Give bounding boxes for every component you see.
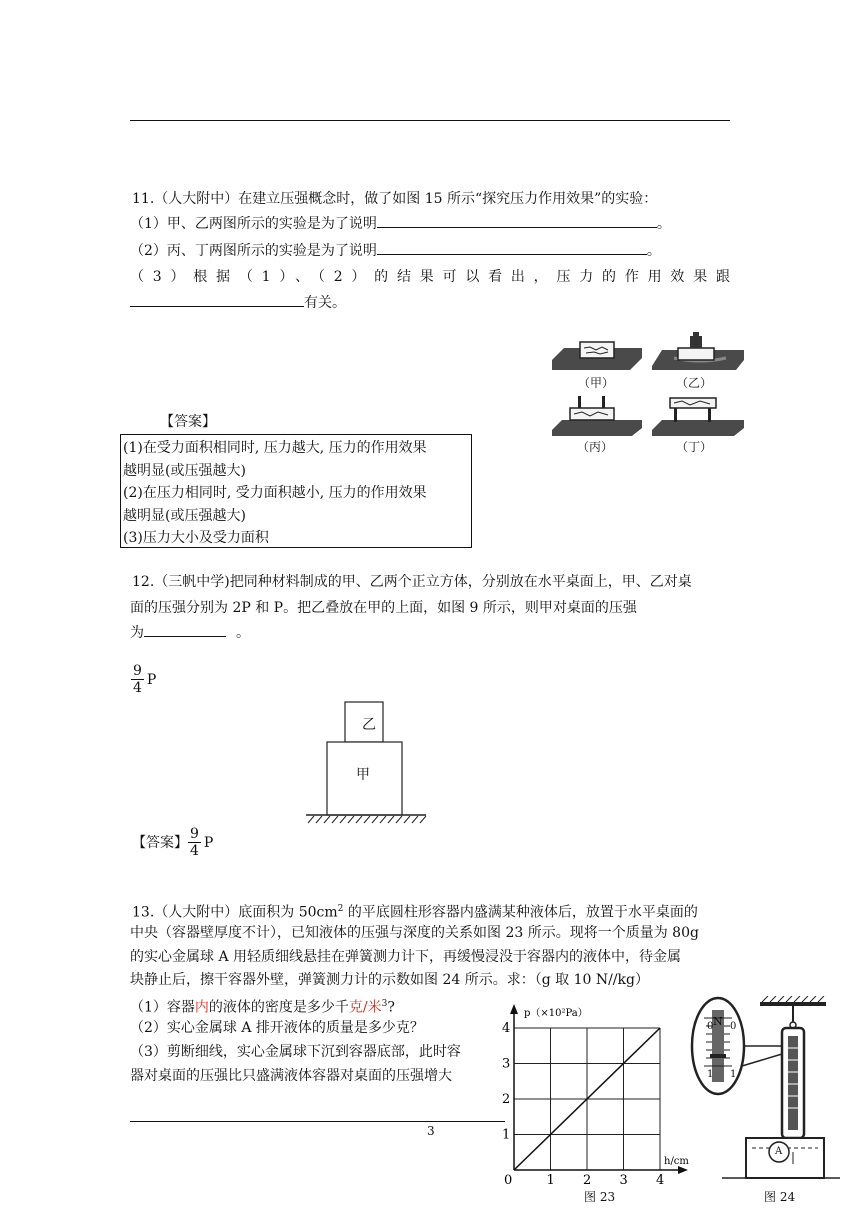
q11-blank-2[interactable]: [377, 240, 647, 255]
fig24-unit-label: N: [713, 1015, 723, 1028]
q13-sub-1-red-2: 克/米: [348, 999, 382, 1016]
q12-answer-denominator: 4: [190, 843, 199, 859]
q12-title-2: 面的压强分别为 2P 和 P。把乙叠放在甲的上面，如图 9 所示，则甲对桌面的压强: [130, 600, 637, 616]
q11-title: 11.（人大附中）在建立压强概念时，做了如图 15 所示“探究压力作用效果”的实验：: [132, 191, 658, 207]
q13-line-1-post: 的平底圆柱形容器内盛满某种液体后，放置于水平桌面的: [343, 904, 698, 921]
q12-fraction-standalone: [131, 663, 156, 696]
q11-answer-header: 【答案】: [160, 414, 216, 430]
fraction-unit: P: [146, 671, 157, 688]
figure-24-caption: 图 24: [764, 1190, 796, 1204]
y-tick-label: 4: [502, 1021, 511, 1036]
fraction: [131, 663, 144, 696]
fraction-numerator: 9: [133, 663, 142, 679]
fig-label-ding: （丁）: [676, 440, 713, 454]
q13-sub-3a: （3）剪断细线，实心金属球下沉到容器底部，此时容: [130, 1044, 461, 1060]
q13-line-1: [132, 899, 698, 923]
figure-jia: [552, 342, 642, 370]
footer-rule: [130, 1121, 505, 1122]
q13-sub-1-mid: 的液体的密度是多少千: [208, 999, 349, 1016]
x-tick-label: 1: [546, 1173, 555, 1188]
q13-sub-1-sup: 3: [381, 999, 388, 1009]
q11-answer-line-3: (2)在压力相同时, 受力面积越小, 压力的作用效果: [123, 485, 427, 501]
q12-answer: [132, 826, 213, 859]
q12-answer-fraction: [188, 826, 201, 859]
figure-23-chart: [500, 1000, 690, 1190]
q11-period-2: 。: [646, 243, 661, 259]
x-tick-label: 2: [583, 1173, 592, 1188]
q11-part1: [130, 213, 671, 234]
q13-sub-2: （2）实心金属球 A 排开液体的质量是多少克？: [130, 1020, 424, 1036]
block-jia-label: 甲: [356, 767, 370, 783]
q11-answer-line-5: (3)压力大小及受力面积: [123, 530, 269, 546]
q11-blank-3[interactable]: [130, 292, 304, 307]
q11-figure: [550, 328, 750, 454]
y-axis-arrow: [510, 1004, 518, 1014]
q12-title-3-prefix: 为: [130, 625, 144, 641]
fig24-ball-label: A: [775, 1146, 783, 1157]
q13-line-1-pre: 13.（人大附中）底面积为 50cm: [132, 904, 338, 921]
y-tick-label: 3: [502, 1056, 511, 1072]
q13-sub-1-red-1: 内: [194, 999, 209, 1016]
fig24-label-1-left: 1: [707, 1069, 714, 1080]
figure-bing: [552, 396, 642, 436]
q11-answer-line-4: 越明显(或压强越大): [123, 507, 246, 524]
q12-answer-numerator: 9: [190, 826, 199, 842]
fig-label-yi: （乙）: [676, 376, 713, 390]
q13-sub-1-post: ?: [387, 999, 395, 1016]
q11-part3-suffix: 有关。: [304, 295, 346, 311]
q11-part3-end: [130, 292, 346, 313]
y-axis-label: p（×10²Pa）: [524, 1008, 588, 1019]
q12-title-3-suffix: 。: [236, 625, 250, 641]
x-tick-label: 0: [504, 1173, 513, 1188]
q11-part3: （3）根据（1）、（2）的结果可以看出，压力的作用效果跟: [130, 269, 730, 285]
q13-line-3: 的实心金属球 A 用轻质细线悬挂在弹簧测力计下，再缓慢浸没于容器内的液体中，待金属: [130, 949, 682, 965]
q11-part2-text: （2）丙、丁两图所示的实验是为了说明: [130, 243, 377, 259]
figure-yi: [652, 332, 744, 370]
fig-label-bing: （丙）: [577, 440, 614, 454]
y-tick-label: 1: [502, 1127, 511, 1143]
q12-title-3: [130, 622, 250, 643]
q13-sup-2: 2: [337, 904, 344, 914]
fig24-label-0-left: 0: [707, 1021, 714, 1032]
q11-answer-line-2: 越明显(或压强越大): [123, 462, 246, 479]
q13-sub-1: [130, 994, 395, 1018]
page-number: 3: [427, 1124, 435, 1138]
q11-part1-text: （1）甲、乙两图所示的实验是为了说明: [130, 216, 377, 232]
q13-sub-3b: 器对桌面的压强比只盛满液体容器对桌面的压强增大: [130, 1068, 452, 1084]
q11-blank-1[interactable]: [377, 213, 657, 228]
figure-ding: [652, 398, 744, 436]
q13-sub-1-pre: （1）容器: [130, 999, 195, 1016]
q11-part2: [130, 240, 661, 261]
q11-answer-line-1: (1)在受力面积相同时, 压力越大, 压力的作用效果: [123, 440, 427, 456]
q12-blank[interactable]: [144, 622, 226, 637]
block-yi-label: 乙: [362, 717, 376, 733]
figure-23-caption: 图 23: [584, 1190, 616, 1204]
y-tick-label: 2: [502, 1092, 511, 1107]
fig24-label-1-right: 1: [730, 1069, 737, 1080]
q12-answer-unit: P: [203, 834, 214, 851]
x-tick-label: 3: [619, 1173, 628, 1188]
q11-answer-box: [120, 434, 472, 548]
x-axis-label: h/cm: [664, 1156, 689, 1167]
fraction-denominator: 4: [133, 680, 142, 696]
fig24-label-0-right: 0: [730, 1021, 737, 1032]
x-tick-label: 4: [656, 1173, 665, 1188]
q13-line-4: 块静止后，擦干容器外壁，弹簧测力计的示数如图 24 所示。求：（g 取 10 N//kg）: [130, 972, 649, 988]
figure-24: [682, 996, 842, 1186]
q12-title-1: 12.（三帆中学)把同种材料制成的甲、乙两个正立方体，分别放在水平桌面上，甲、乙对桌: [132, 574, 692, 590]
header-rule: [130, 120, 730, 121]
q12-answer-header: 【答案】: [132, 834, 188, 851]
q11-period-1: 。: [656, 216, 671, 232]
q13-line-2: 中央（容器壁厚度不计），已知液体的压强与深度的关系如图 23 所示。现将一个质量为 80g: [130, 925, 699, 941]
fig-label-jia: （甲）: [578, 376, 615, 390]
